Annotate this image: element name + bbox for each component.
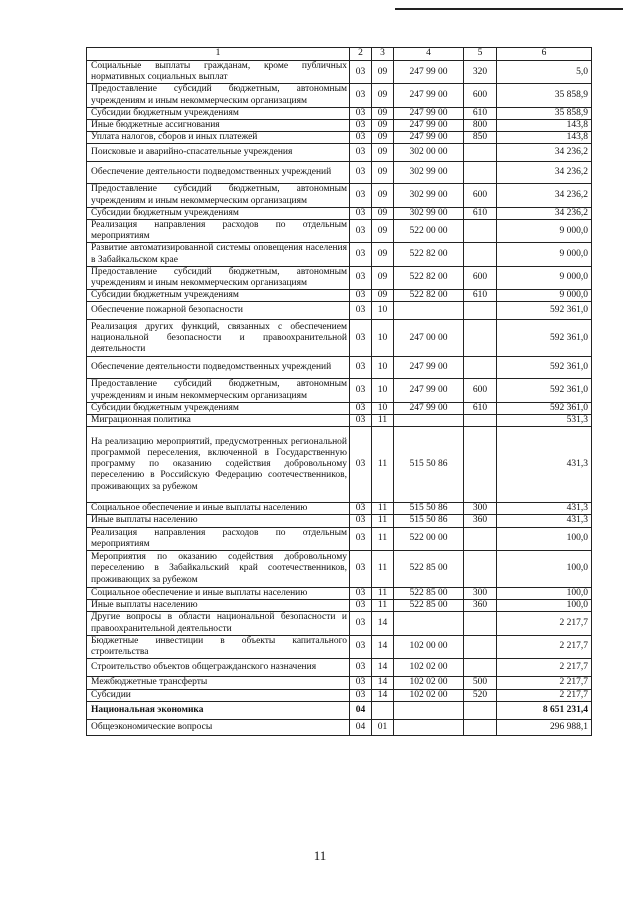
expense-type-code [464,427,497,503]
amount-cell: 592 361,0 [497,320,592,357]
target-article-code: 302 99 00 [394,162,464,184]
target-article-code: 522 85 00 [394,600,464,612]
expense-type-code: 850 [464,132,497,144]
subsection-code: 09 [372,144,394,162]
expense-type-code: 520 [464,689,497,701]
amount-cell: 2 217,7 [497,659,592,677]
table-row [87,635,592,658]
row-description: Общеэкономические вопросы [87,719,350,735]
row-description: Субсидии бюджетным учреждениям [87,107,350,119]
expense-type-code [464,220,497,243]
amount-cell: 100,0 [497,600,592,612]
row-description: Предоставление субсидий бюджетным, автономным учреждениям и иным некоммерческим организациям [87,379,350,402]
section-code: 03 [350,415,372,427]
subsection-code: 14 [372,677,394,689]
table-row [87,266,592,289]
subsection-code: 11 [372,551,394,588]
header-cell: 3 [372,48,394,61]
subsection-code: 11 [372,527,394,550]
expense-type-code: 600 [464,379,497,402]
target-article-code: 102 00 00 [394,635,464,658]
target-article-code: 522 85 00 [394,551,464,588]
subsection-code: 09 [372,107,394,119]
table-row [87,427,592,503]
section-code: 03 [350,635,372,658]
expense-type-code [464,719,497,735]
amount-cell: 2 217,7 [497,677,592,689]
section-code: 03 [350,551,372,588]
table-row [87,107,592,119]
expense-type-code: 600 [464,184,497,207]
section-code: 03 [350,132,372,144]
table-row [87,162,592,184]
expense-type-code [464,701,497,719]
section-code: 03 [350,527,372,550]
subsection-code: 01 [372,719,394,735]
row-description: Другие вопросы в области национальной безопасности и правоохранительной деятельности [87,612,350,635]
target-article-code: 102 02 00 [394,659,464,677]
expense-type-code: 360 [464,515,497,527]
expense-type-code: 610 [464,290,497,302]
subsection-code [372,701,394,719]
row-description: Строительство объектов общегражданского назначения [87,659,350,677]
subsection-code: 11 [372,427,394,503]
table-row [87,677,592,689]
subsection-code: 09 [372,243,394,266]
subsection-code: 14 [372,659,394,677]
row-description: Обеспечение деятельности подведомственных учреждений [87,162,350,184]
section-code: 03 [350,600,372,612]
section-code: 03 [350,61,372,84]
target-article-code [394,415,464,427]
subsection-code: 11 [372,515,394,527]
section-code: 03 [350,320,372,357]
target-article-code [394,612,464,635]
table-row [87,302,592,320]
amount-cell: 143,8 [497,132,592,144]
row-description: Иные выплаты населению [87,600,350,612]
row-description: Иные выплаты населению [87,515,350,527]
row-description: Развитие автоматизированной системы оповещения населения в Забайкальском крае [87,243,350,266]
table-row [87,551,592,588]
section-code: 03 [350,302,372,320]
expense-type-code [464,144,497,162]
subsection-code: 14 [372,612,394,635]
top-rule [395,8,623,10]
subsection-code: 09 [372,61,394,84]
amount-cell: 100,0 [497,551,592,588]
expense-type-code [464,320,497,357]
expense-type-code [464,415,497,427]
expense-type-code: 300 [464,588,497,600]
amount-cell: 34 236,2 [497,144,592,162]
row-description: Предоставление субсидий бюджетным, автономным учреждениям и иным некоммерческим организациям [87,266,350,289]
expense-type-code: 320 [464,61,497,84]
target-article-code: 247 99 00 [394,120,464,132]
expense-type-code [464,612,497,635]
target-article-code: 102 02 00 [394,689,464,701]
target-article-code [394,719,464,735]
table-row [87,207,592,219]
expense-type-code: 600 [464,84,497,107]
target-article-code: 247 99 00 [394,132,464,144]
section-code: 03 [350,612,372,635]
amount-cell: 431,3 [497,503,592,515]
row-description: Предоставление субсидий бюджетным, автономным учреждениям и иным некоммерческим организациям [87,184,350,207]
row-description: Миграционная политика [87,415,350,427]
target-article-code: 515 50 86 [394,503,464,515]
row-description: Межбюджетные трансферты [87,677,350,689]
subsection-code: 10 [372,302,394,320]
table-row [87,719,592,735]
row-description: Субсидии бюджетным учреждениям [87,402,350,414]
row-description: На реализацию мероприятий, предусмотренных региональной программой переселения, включенной в Государственную программу по оказанию содействия добровольному переселению в Российскую Федерацию соотечественников, проживающих за рубежом [87,427,350,503]
amount-cell: 2 217,7 [497,689,592,701]
section-code: 03 [350,144,372,162]
target-article-code: 247 99 00 [394,84,464,107]
amount-cell: 592 361,0 [497,379,592,402]
amount-cell: 34 236,2 [497,184,592,207]
row-description: Реализация направления расходов по отдельным мероприятиям [87,527,350,550]
expense-type-code [464,302,497,320]
subsection-code: 09 [372,207,394,219]
row-description: Мероприятия по оказанию содействия добровольному переселению в Забайкальский край соотечественников, проживающих за рубежом [87,551,350,588]
amount-cell: 2 217,7 [497,612,592,635]
row-description: Субсидии бюджетным учреждениям [87,290,350,302]
table-row [87,515,592,527]
target-article-code: 515 50 86 [394,515,464,527]
target-article-code: 247 00 00 [394,320,464,357]
section-code: 03 [350,290,372,302]
target-article-code: 522 82 00 [394,266,464,289]
amount-cell: 592 361,0 [497,302,592,320]
table-row [87,415,592,427]
target-article-code: 102 02 00 [394,677,464,689]
amount-cell: 592 361,0 [497,402,592,414]
expense-type-code [464,357,497,379]
section-code: 03 [350,357,372,379]
target-article-code: 522 82 00 [394,290,464,302]
header-cell: 2 [350,48,372,61]
section-code: 03 [350,402,372,414]
amount-cell: 5,0 [497,61,592,84]
section-code: 03 [350,243,372,266]
amount-cell: 531,3 [497,415,592,427]
header-cell: 5 [464,48,497,61]
table-row [87,243,592,266]
expense-type-code: 610 [464,207,497,219]
row-description: Уплата налогов, сборов и иных платежей [87,132,350,144]
amount-cell: 9 000,0 [497,266,592,289]
section-code: 03 [350,84,372,107]
table-row [87,503,592,515]
target-article-code: 302 00 00 [394,144,464,162]
row-description: Иные бюджетные ассигнования [87,120,350,132]
section-code: 03 [350,207,372,219]
target-article-code [394,701,464,719]
amount-cell: 100,0 [497,588,592,600]
row-description: Социальные выплаты гражданам, кроме публичных нормативных социальных выплат [87,61,350,84]
expense-type-code: 800 [464,120,497,132]
subsection-code: 09 [372,120,394,132]
row-description: Субсидии [87,689,350,701]
subsection-code: 14 [372,689,394,701]
expense-type-code: 500 [464,677,497,689]
expense-type-code [464,162,497,184]
section-code: 03 [350,503,372,515]
subsection-code: 09 [372,290,394,302]
target-article-code: 522 00 00 [394,527,464,550]
expense-type-code: 600 [464,266,497,289]
expense-type-code: 610 [464,402,497,414]
target-article-code: 247 99 00 [394,107,464,119]
subsection-code: 11 [372,588,394,600]
section-code: 03 [350,588,372,600]
row-description: Национальная экономика [87,701,350,719]
table-header-row [87,48,592,61]
section-code: 03 [350,689,372,701]
amount-cell: 34 236,2 [497,207,592,219]
amount-cell: 35 858,9 [497,84,592,107]
amount-cell: 34 236,2 [497,162,592,184]
table-row [87,290,592,302]
row-description: Поисковые и аварийно-спасательные учреждения [87,144,350,162]
expense-type-code: 300 [464,503,497,515]
subsection-code: 09 [372,132,394,144]
table-row [87,612,592,635]
row-description: Обеспечение пожарной безопасности [87,302,350,320]
table-row [87,220,592,243]
table-row [87,144,592,162]
header-cell: 1 [87,48,350,61]
table-row [87,84,592,107]
amount-cell: 8 651 231,4 [497,701,592,719]
subsection-code: 10 [372,320,394,357]
subsection-code: 10 [372,379,394,402]
subsection-code: 09 [372,220,394,243]
target-article-code: 522 82 00 [394,243,464,266]
amount-cell: 9 000,0 [497,220,592,243]
target-article-code: 515 50 86 [394,427,464,503]
amount-cell: 9 000,0 [497,243,592,266]
subsection-code: 09 [372,162,394,184]
section-code: 03 [350,184,372,207]
amount-cell: 431,3 [497,515,592,527]
amount-cell: 431,3 [497,427,592,503]
row-description: Предоставление субсидий бюджетным, автономным учреждениям и иным некоммерческим организациям [87,84,350,107]
row-description: Реализация других функций, связанных с обеспечением национальной безопасности и правоохранительной деятельности [87,320,350,357]
subsection-code: 10 [372,357,394,379]
table-row [87,402,592,414]
target-article-code: 522 00 00 [394,220,464,243]
expense-type-code [464,551,497,588]
table-row [87,120,592,132]
expense-type-code [464,243,497,266]
subsection-code: 11 [372,600,394,612]
table-row [87,659,592,677]
subsection-code: 09 [372,266,394,289]
section-code: 03 [350,120,372,132]
row-description: Обеспечение деятельности подведомственных учреждений [87,357,350,379]
expense-type-code: 360 [464,600,497,612]
target-article-code: 247 99 00 [394,379,464,402]
table-row [87,320,592,357]
budget-table [86,47,592,736]
target-article-code [394,302,464,320]
table-row [87,701,592,719]
row-description: Социальное обеспечение и иные выплаты населению [87,503,350,515]
target-article-code: 522 85 00 [394,588,464,600]
section-code: 04 [350,701,372,719]
subsection-code: 14 [372,635,394,658]
section-code: 03 [350,659,372,677]
amount-cell: 296 988,1 [497,719,592,735]
expense-type-code: 610 [464,107,497,119]
section-code: 03 [350,515,372,527]
section-code: 03 [350,379,372,402]
expense-type-code [464,659,497,677]
target-article-code: 247 99 00 [394,61,464,84]
target-article-code: 247 99 00 [394,357,464,379]
table-row [87,357,592,379]
table-row [87,61,592,84]
subsection-code: 09 [372,184,394,207]
amount-cell: 9 000,0 [497,290,592,302]
row-description: Субсидии бюджетным учреждениям [87,207,350,219]
table-row [87,588,592,600]
table-row [87,184,592,207]
amount-cell: 143,8 [497,120,592,132]
expense-type-code [464,635,497,658]
section-code: 03 [350,266,372,289]
table-row [87,600,592,612]
subsection-code: 11 [372,503,394,515]
section-code: 04 [350,719,372,735]
table-row [87,132,592,144]
table-row [87,689,592,701]
subsection-code: 09 [372,84,394,107]
subsection-code: 11 [372,415,394,427]
page-number: 11 [313,848,327,863]
section-code: 03 [350,162,372,184]
row-description: Бюджетные инвестиции в объекты капитального строительства [87,635,350,658]
section-code: 03 [350,220,372,243]
amount-cell: 100,0 [497,527,592,550]
target-article-code: 302 99 00 [394,207,464,219]
row-description: Реализация направления расходов по отдельным мероприятиям [87,220,350,243]
section-code: 03 [350,427,372,503]
table-row [87,379,592,402]
amount-cell: 35 858,9 [497,107,592,119]
expense-type-code [464,527,497,550]
section-code: 03 [350,677,372,689]
amount-cell: 2 217,7 [497,635,592,658]
subsection-code: 10 [372,402,394,414]
header-cell: 4 [394,48,464,61]
target-article-code: 302 99 00 [394,184,464,207]
table-row [87,527,592,550]
header-cell: 6 [497,48,592,61]
section-code: 03 [350,107,372,119]
target-article-code: 247 99 00 [394,402,464,414]
amount-cell: 592 361,0 [497,357,592,379]
row-description: Социальное обеспечение и иные выплаты населению [87,588,350,600]
